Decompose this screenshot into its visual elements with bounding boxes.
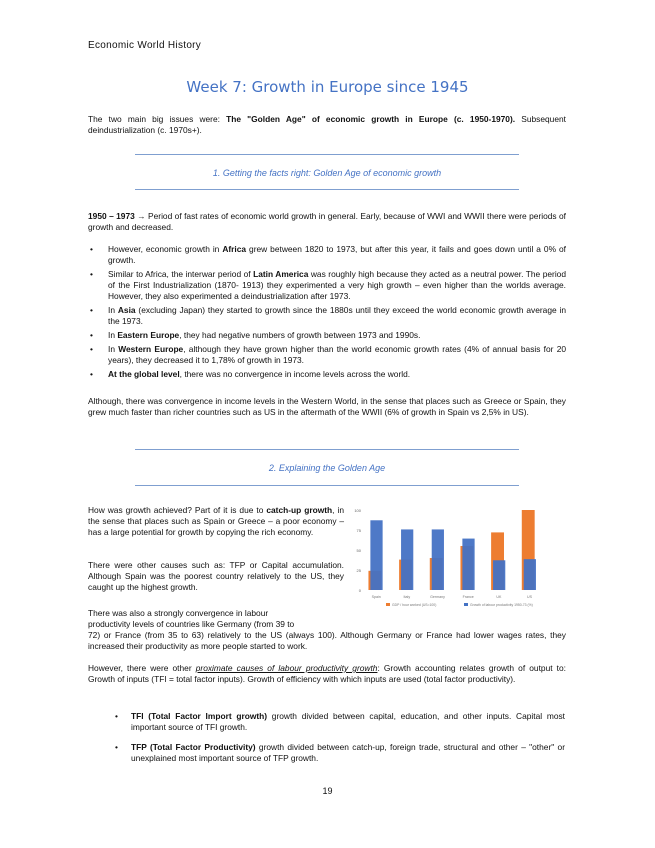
- section-rule-bottom: [135, 485, 519, 486]
- proximate-paragraph: However, there were other proximate causes of labour productivity growth: Growth accounting relates growth of output to: Growth of inputs (TFI = total factor inputs). Growth of efficiency with which inputs are used (total factor productivity).: [88, 663, 566, 684]
- y-tick-label: 75: [356, 528, 361, 533]
- labour-paragraph-start: There was also a strongly convergence in labour productivity levels of countries like Germany (from 39 to: [88, 608, 295, 629]
- labour-paragraph-rest: 72) or France (from 35 to 63) relatively to the US (always 100). Although Germany or France had lower wages rates, they increased their productivity as more people started to work.: [88, 630, 566, 651]
- bar-germany-growth: [432, 529, 444, 590]
- bar-spain-growth: [370, 520, 382, 590]
- legend-label: Growth of labour productivity 1950-73 (%): [470, 603, 533, 607]
- list-item: • At the global level, there was no convergence in income levels across the world.: [88, 369, 566, 380]
- section-rule-bottom: [135, 189, 519, 190]
- y-tick-label: 0: [358, 588, 361, 593]
- list-item: • In Western Europe, although they have grown higher than the world economic growth rates (4% of annual basis for 20 years), they decreased it to 1,78% of growth in 1973.: [88, 344, 566, 366]
- convergence-paragraph: Although, there was convergence in income levels in the Western World, in the sense that places such as Greece or Spain, they grew much faster than richer countries such as US in the aftermath of the WWII (6% of growth in Spain vs 2,5% in US).: [88, 396, 566, 417]
- y-tick-label: 50: [356, 548, 361, 553]
- section-rule-top: [135, 154, 519, 155]
- section-1-title: 1. Getting the facts right: Golden Age of economic growth: [212, 168, 442, 178]
- intro-paragraph: [88, 114, 566, 136]
- other-causes-paragraph: There were other causes such as: TFP or Capital accumulation. Although Spain was the poorest country relatively to the US, they caught up the highest growth.: [88, 560, 344, 592]
- x-tick-label: Italy: [403, 595, 411, 599]
- bar-italy-growth: [401, 529, 413, 590]
- region-bullet-list: [88, 244, 566, 383]
- list-item: • However, economic growth in Africa grew between 1820 to 1973, but after this year, it fails and goes down until a 0% of growth.: [88, 244, 566, 266]
- x-tick-label: Spain: [371, 595, 381, 599]
- y-tick-label: 100: [354, 508, 361, 513]
- legend-label: GDP / hour worked (US=100): [392, 603, 437, 607]
- list-item: • Similar to Africa, the interwar period of Latin America was roughly high because they acted as a neutral power. The period of the First Industrialization (1870- 1913) they experimented a very high growth – even higher than the worlds average. However, they also experimented a deindustrialization after 1973.: [88, 269, 566, 302]
- page-number: 19: [322, 786, 333, 796]
- list-item: • TFP (Total Factor Productivity) growth divided between catch-up, foreign trade, structural and other – "other" or unexplained most important source of TFP growth.: [115, 742, 565, 764]
- intro-bold: The "Golden Age" of economic growth in Europe (c. 1950-1970).: [226, 114, 516, 124]
- period-text: → Period of fast rates of economic world growth in general. Early, because of WWI and WWII there were periods of growth and decreased.: [88, 211, 567, 232]
- x-tick-label: France: [462, 595, 474, 599]
- factor-bullet-list: [115, 711, 565, 773]
- catchup-paragraph: How was growth achieved? Part of it is due to catch-up growth, in the sense that places such as Spain or Greece – a poor economy – has a large potential for growth by copying the rich economy.: [88, 505, 344, 537]
- section-rule-top: [135, 449, 519, 450]
- intro-text-end: Subsequent deindustrialization (c. 1970s+).: [88, 114, 566, 135]
- bar-france-growth: [462, 539, 474, 590]
- period-paragraph: [88, 211, 566, 233]
- bar-uk-growth: [493, 560, 505, 590]
- intro-text: The two main big issues were:: [88, 114, 227, 124]
- x-tick-label: US: [527, 595, 533, 599]
- list-item: • In Asia (excluding Japan) they started to growth since the 1880s until they exceed the world economic growth average in the 1973.: [88, 305, 566, 327]
- productivity-bar-chart: [344, 502, 566, 612]
- period-bold: 1950 – 1973: [88, 211, 135, 221]
- page-title: Week 7: Growth in Europe since 1945: [186, 78, 469, 96]
- legend-swatch: [464, 603, 468, 606]
- legend-swatch: [386, 603, 390, 606]
- x-tick-label: UK: [496, 595, 502, 599]
- section-2-title: 2. Explaining the Golden Age: [268, 463, 386, 473]
- running-header: Economic World History: [88, 40, 202, 51]
- list-item: • TFI (Total Factor Import growth) growth divided between capital, education, and other inputs. Capital most important source of TFI growth.: [115, 711, 565, 733]
- list-item: • In Eastern Europe, they had negative numbers of growth between 1973 and 1990s.: [88, 330, 566, 341]
- bar-us-growth: [524, 559, 536, 590]
- y-tick-label: 25: [356, 568, 361, 573]
- x-tick-label: Germany: [430, 595, 445, 599]
